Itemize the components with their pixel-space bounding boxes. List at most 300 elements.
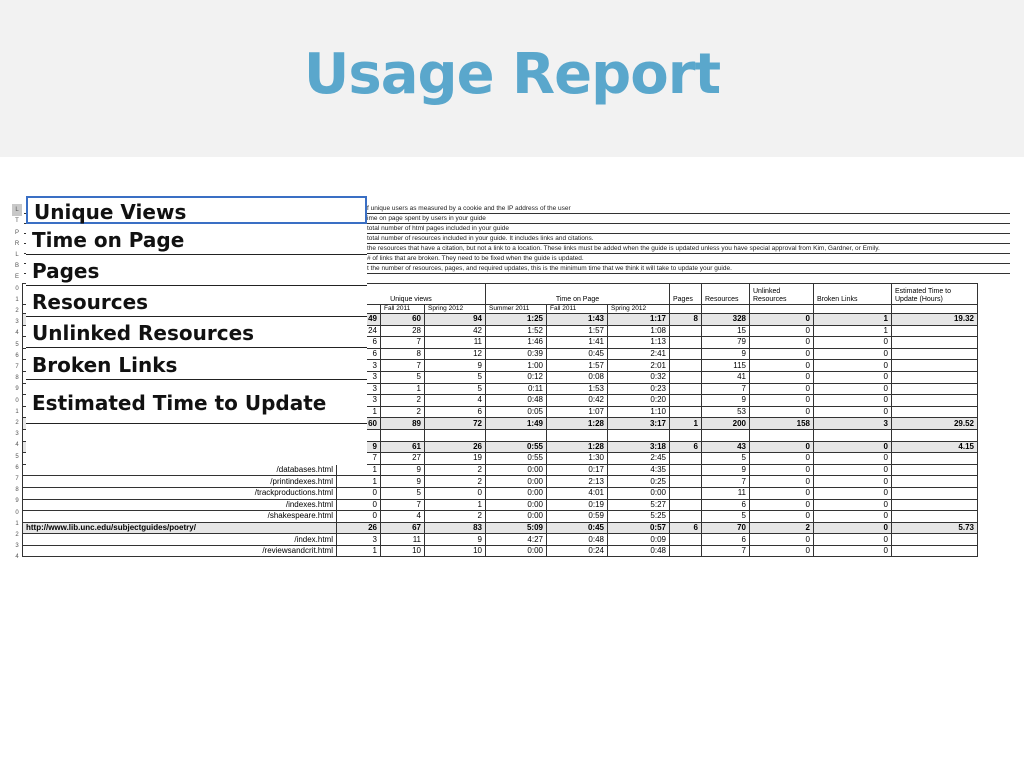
- table-cell[interactable]: 1: [337, 406, 381, 418]
- table-cell[interactable]: 0:19: [547, 499, 608, 511]
- table-cell[interactable]: [892, 464, 978, 476]
- table-cell[interactable]: 2:13: [547, 476, 608, 488]
- table-cell[interactable]: [381, 429, 425, 441]
- table-row: [23, 464, 978, 476]
- table-cell[interactable]: 1:46: [486, 337, 547, 349]
- table-cell[interactable]: 0: [425, 487, 486, 499]
- table-cell[interactable]: 0: [814, 487, 892, 499]
- table-cell[interactable]: 0: [814, 360, 892, 372]
- table-cell[interactable]: [670, 429, 702, 441]
- table-cell[interactable]: 1: [425, 499, 486, 511]
- table-cell[interactable]: 94: [425, 314, 486, 326]
- table-cell[interactable]: [670, 499, 702, 511]
- row-number: L: [12, 204, 22, 216]
- table-cell[interactable]: [670, 305, 702, 314]
- table-row: [23, 534, 978, 546]
- table-cell[interactable]: 0: [750, 371, 814, 383]
- table-cell[interactable]: 1:43: [547, 314, 608, 326]
- table-cell[interactable]: 8: [670, 314, 702, 326]
- table-cell[interactable]: 1:28: [547, 441, 608, 453]
- table-cell[interactable]: [892, 383, 978, 395]
- table-cell[interactable]: [670, 511, 702, 523]
- definition-text: t the number of resources, pages, and required updates, this is the minimum time that we think it will take to update your guide.: [367, 265, 732, 272]
- table-cell[interactable]: 0: [814, 476, 892, 488]
- table-cell[interactable]: Summer 2011: [486, 305, 547, 314]
- table-cell[interactable]: 4:01: [547, 487, 608, 499]
- table-cell[interactable]: 0:59: [547, 511, 608, 523]
- metric-label: Time on Page: [26, 226, 367, 255]
- table-cell[interactable]: 10: [425, 545, 486, 557]
- table-cell[interactable]: 0:00: [486, 487, 547, 499]
- table-cell[interactable]: [750, 305, 814, 314]
- table-cell[interactable]: [425, 429, 486, 441]
- row-number: R: [14, 240, 20, 247]
- table-cell[interactable]: 1:08: [608, 325, 670, 337]
- table-cell[interactable]: 0: [750, 406, 814, 418]
- table-cell[interactable]: [892, 305, 978, 314]
- table-cell[interactable]: 7: [702, 383, 750, 395]
- row-number: 1: [15, 520, 19, 527]
- table-cell[interactable]: 0:42: [547, 395, 608, 407]
- metric-label: Resources: [26, 288, 367, 317]
- row-number: 2: [15, 308, 19, 314]
- row-number: 5: [15, 453, 19, 460]
- table-cell[interactable]: 70: [702, 522, 750, 534]
- table-cell[interactable]: 6: [670, 441, 702, 453]
- table-cell[interactable]: 29.52: [892, 418, 978, 430]
- row-number: 2: [15, 420, 19, 426]
- table-cell[interactable]: 0:55: [486, 441, 547, 453]
- table-cell[interactable]: 53: [702, 406, 750, 418]
- table-cell[interactable]: [814, 429, 892, 441]
- table-cell[interactable]: [892, 348, 978, 360]
- table-cell[interactable]: 0:17: [547, 464, 608, 476]
- table-cell[interactable]: 1: [381, 383, 425, 395]
- table-cell[interactable]: 28: [381, 325, 425, 337]
- table-cell[interactable]: 0: [814, 371, 892, 383]
- table-cell[interactable]: 7: [381, 499, 425, 511]
- table-cell[interactable]: 3:17: [608, 418, 670, 430]
- definition-text: the resources that have a citation, but not a link to a location. These links must be added when the guide is updated unless you have special approval from Kim, Gardner, or Emily.: [367, 245, 880, 252]
- row-number: 5: [15, 341, 19, 348]
- table-cell[interactable]: 61: [381, 441, 425, 453]
- table-cell[interactable]: 9: [381, 464, 425, 476]
- table-cell[interactable]: 1: [814, 325, 892, 337]
- table-cell[interactable]: 3: [337, 534, 381, 546]
- table-cell[interactable]: 6: [425, 406, 486, 418]
- table-cell[interactable]: 2:45: [608, 453, 670, 465]
- table-cell[interactable]: 158: [750, 418, 814, 430]
- table-cell[interactable]: 1:25: [486, 314, 547, 326]
- table-cell[interactable]: Estimated Time to Update (Hours): [892, 284, 978, 305]
- table-cell[interactable]: 0:24: [547, 545, 608, 557]
- table-cell[interactable]: 9: [702, 464, 750, 476]
- table-cell[interactable]: 72: [425, 418, 486, 430]
- table-cell[interactable]: 2: [381, 395, 425, 407]
- table-cell[interactable]: 6: [337, 337, 381, 349]
- table-cell[interactable]: [670, 487, 702, 499]
- table-cell[interactable]: 0: [750, 360, 814, 372]
- table-cell[interactable]: 1: [670, 418, 702, 430]
- table-cell[interactable]: [892, 476, 978, 488]
- table-cell[interactable]: [892, 395, 978, 407]
- table-cell[interactable]: 0:08: [547, 371, 608, 383]
- table-cell[interactable]: 0:20: [608, 395, 670, 407]
- table-cell[interactable]: [892, 499, 978, 511]
- table-cell[interactable]: 10: [381, 545, 425, 557]
- table-cell[interactable]: 9: [425, 360, 486, 372]
- table-cell[interactable]: 1:07: [547, 406, 608, 418]
- table-cell[interactable]: 0: [750, 476, 814, 488]
- table-cell[interactable]: 0: [337, 487, 381, 499]
- table-cell[interactable]: [670, 476, 702, 488]
- table-cell[interactable]: [670, 383, 702, 395]
- table-cell[interactable]: 60: [381, 314, 425, 326]
- table-cell[interactable]: 0: [750, 545, 814, 557]
- table-cell[interactable]: 1:10: [608, 406, 670, 418]
- table-cell[interactable]: 6: [670, 522, 702, 534]
- definition-text: total number of html pages included in your guide: [367, 225, 510, 232]
- row-number: 0: [15, 509, 19, 516]
- metric-label: Pages: [26, 257, 367, 286]
- table-cell[interactable]: 19: [425, 453, 486, 465]
- metric-label: Broken Links: [26, 350, 367, 380]
- row-number: 6: [15, 464, 19, 471]
- table-cell[interactable]: 27: [381, 453, 425, 465]
- table-cell[interactable]: 0: [814, 406, 892, 418]
- table-cell[interactable]: 4: [381, 511, 425, 523]
- table-cell[interactable]: [608, 429, 670, 441]
- table-cell[interactable]: 24: [337, 325, 381, 337]
- table-cell[interactable]: 0: [750, 325, 814, 337]
- table-cell[interactable]: 2: [750, 522, 814, 534]
- row-number: 7: [15, 364, 19, 370]
- table-cell[interactable]: 0:11: [486, 383, 547, 395]
- definition-text: total number of resources included in your guide. It includes links and citations.: [367, 235, 594, 242]
- table-cell[interactable]: 0: [814, 545, 892, 557]
- table-cell[interactable]: [702, 429, 750, 441]
- table-cell[interactable]: /printindexes.html: [23, 476, 337, 488]
- table-cell[interactable]: 0:12: [486, 371, 547, 383]
- table-cell[interactable]: 5: [702, 453, 750, 465]
- table-cell[interactable]: 0:32: [608, 371, 670, 383]
- table-cell[interactable]: 79: [702, 337, 750, 349]
- table-cell[interactable]: Spring 2012: [608, 305, 670, 314]
- table-cell[interactable]: /index.html: [23, 534, 337, 546]
- table-cell[interactable]: [670, 371, 702, 383]
- table-cell[interactable]: 49: [337, 314, 381, 326]
- table-cell[interactable]: Fall 2011: [547, 305, 608, 314]
- table-cell[interactable]: 0:48: [486, 395, 547, 407]
- table-cell[interactable]: 1: [814, 314, 892, 326]
- table-cell[interactable]: Unique views: [337, 284, 486, 305]
- table-cell[interactable]: 1:49: [486, 418, 547, 430]
- table-cell[interactable]: [892, 429, 978, 441]
- row-number: 6: [15, 352, 19, 359]
- table-cell[interactable]: 0:55: [486, 453, 547, 465]
- table-cell[interactable]: 0:00: [486, 499, 547, 511]
- table-cell[interactable]: 0:00: [486, 511, 547, 523]
- table-cell[interactable]: 7: [381, 360, 425, 372]
- table-cell[interactable]: 7: [381, 337, 425, 349]
- table-cell[interactable]: [892, 487, 978, 499]
- table-cell[interactable]: Resources: [702, 284, 750, 305]
- table-cell[interactable]: 67: [381, 522, 425, 534]
- metric-label: Unlinked Resources: [26, 319, 367, 348]
- table-cell[interactable]: [670, 395, 702, 407]
- table-cell[interactable]: 9: [381, 476, 425, 488]
- table-cell[interactable]: 9: [425, 534, 486, 546]
- table-cell[interactable]: 11: [425, 337, 486, 349]
- table-cell[interactable]: 41: [702, 371, 750, 383]
- table-cell[interactable]: [670, 545, 702, 557]
- row-number: 0: [15, 397, 19, 404]
- table-cell[interactable]: 0: [750, 314, 814, 326]
- table-cell[interactable]: 200: [702, 418, 750, 430]
- table-cell[interactable]: 26: [425, 441, 486, 453]
- table-cell[interactable]: 0: [814, 511, 892, 523]
- table-cell[interactable]: [670, 337, 702, 349]
- table-cell[interactable]: 5: [425, 371, 486, 383]
- table-cell[interactable]: 5:09: [486, 522, 547, 534]
- table-cell[interactable]: [670, 464, 702, 476]
- table-cell[interactable]: 0: [750, 534, 814, 546]
- table-cell[interactable]: 1:41: [547, 337, 608, 349]
- table-cell[interactable]: 0: [750, 499, 814, 511]
- table-cell[interactable]: 5: [381, 371, 425, 383]
- table-row: [23, 522, 978, 534]
- table-cell[interactable]: 0: [814, 441, 892, 453]
- table-cell[interactable]: [670, 534, 702, 546]
- table-cell[interactable]: http://www.lib.unc.edu/subjectguides/poetry/: [23, 522, 337, 534]
- table-cell[interactable]: 3: [814, 418, 892, 430]
- table-cell[interactable]: 4.15: [892, 441, 978, 453]
- table-cell[interactable]: Pages: [670, 284, 702, 305]
- metric-label: Estimated Time to Update: [26, 382, 367, 424]
- metric-label-overlay: [26, 193, 367, 465]
- table-cell[interactable]: [670, 453, 702, 465]
- table-cell[interactable]: 0: [814, 348, 892, 360]
- table-cell[interactable]: [670, 360, 702, 372]
- table-cell[interactable]: 0: [750, 453, 814, 465]
- row-number: P: [14, 229, 19, 236]
- table-cell[interactable]: 9: [337, 441, 381, 453]
- table-cell[interactable]: [892, 360, 978, 372]
- table-cell[interactable]: 11: [381, 534, 425, 546]
- row-number: 3: [15, 543, 19, 550]
- table-cell[interactable]: 0: [814, 534, 892, 546]
- table-cell[interactable]: 5: [381, 487, 425, 499]
- row-number: 7: [15, 476, 19, 482]
- table-cell[interactable]: 3: [337, 395, 381, 407]
- table-cell[interactable]: Fall 2011: [381, 305, 425, 314]
- table-cell[interactable]: 1:57: [547, 325, 608, 337]
- table-cell[interactable]: 0:25: [608, 476, 670, 488]
- table-cell[interactable]: 5.73: [892, 522, 978, 534]
- table-cell[interactable]: 1:53: [547, 383, 608, 395]
- table-cell[interactable]: 11: [702, 487, 750, 499]
- table-cell[interactable]: 0: [750, 348, 814, 360]
- table-cell[interactable]: 1:28: [547, 418, 608, 430]
- table-cell[interactable]: 7: [702, 476, 750, 488]
- table-cell[interactable]: 7: [337, 453, 381, 465]
- table-cell[interactable]: [892, 453, 978, 465]
- table-cell[interactable]: 0:45: [547, 522, 608, 534]
- table-cell[interactable]: 1: [337, 464, 381, 476]
- table-cell[interactable]: 6: [702, 534, 750, 546]
- table-row: [23, 545, 978, 557]
- table-cell[interactable]: [670, 325, 702, 337]
- table-cell[interactable]: 26: [337, 522, 381, 534]
- table-cell[interactable]: 0: [750, 511, 814, 523]
- table-cell[interactable]: 4:35: [608, 464, 670, 476]
- row-number: T: [15, 218, 19, 225]
- table-cell[interactable]: 9: [702, 348, 750, 360]
- table-cell[interactable]: Unlinked Resources: [750, 284, 814, 305]
- table-cell[interactable]: 1:17: [608, 314, 670, 326]
- table-cell[interactable]: Time on Page: [486, 284, 670, 305]
- table-cell[interactable]: 1: [337, 545, 381, 557]
- definition-text: f unique users as measured by a cookie and the IP address of the user: [367, 205, 571, 212]
- table-cell[interactable]: 6: [702, 499, 750, 511]
- table-cell[interactable]: 0: [750, 395, 814, 407]
- table-cell[interactable]: 0: [750, 337, 814, 349]
- table-cell[interactable]: [670, 348, 702, 360]
- table-cell[interactable]: 3: [337, 371, 381, 383]
- table-cell[interactable]: 0:48: [608, 545, 670, 557]
- table-cell[interactable]: 60: [337, 418, 381, 430]
- table-cell[interactable]: 2:41: [608, 348, 670, 360]
- table-cell[interactable]: 0:00: [486, 476, 547, 488]
- table-cell[interactable]: [670, 406, 702, 418]
- table-cell[interactable]: 2: [381, 406, 425, 418]
- table-cell[interactable]: 0:00: [486, 545, 547, 557]
- table-cell[interactable]: 19.32: [892, 314, 978, 326]
- table-row: [23, 511, 978, 523]
- row-number: 1: [15, 408, 19, 415]
- table-cell[interactable]: 0: [750, 487, 814, 499]
- table-cell[interactable]: [892, 371, 978, 383]
- table-cell[interactable]: 2: [425, 476, 486, 488]
- table-cell[interactable]: 0: [814, 395, 892, 407]
- table-cell[interactable]: 0: [814, 453, 892, 465]
- table-cell[interactable]: /trackproductions.html: [23, 487, 337, 499]
- table-cell[interactable]: [814, 305, 892, 314]
- table-cell[interactable]: 6: [337, 348, 381, 360]
- row-number-column: [12, 187, 22, 579]
- table-cell[interactable]: 0:00: [608, 487, 670, 499]
- table-cell[interactable]: 0:23: [608, 383, 670, 395]
- table-cell[interactable]: 3:18: [608, 441, 670, 453]
- table-cell[interactable]: 2:01: [608, 360, 670, 372]
- table-cell[interactable]: 42: [425, 325, 486, 337]
- table-cell[interactable]: /shakespeare.html: [23, 511, 337, 523]
- table-cell[interactable]: /reviewsandcrit.html: [23, 545, 337, 557]
- row-number: 8: [15, 375, 19, 382]
- table-cell[interactable]: 3: [337, 383, 381, 395]
- table-cell[interactable]: 3: [337, 360, 381, 372]
- table-cell[interactable]: [892, 545, 978, 557]
- table-cell[interactable]: 1: [337, 476, 381, 488]
- table-cell[interactable]: 0:00: [486, 464, 547, 476]
- table-cell[interactable]: 0: [750, 383, 814, 395]
- table-cell[interactable]: [702, 305, 750, 314]
- table-cell[interactable]: 1:13: [608, 337, 670, 349]
- table-cell[interactable]: 2: [425, 464, 486, 476]
- table-cell[interactable]: 0: [337, 511, 381, 523]
- table-cell[interactable]: [892, 511, 978, 523]
- table-cell[interactable]: 0: [814, 499, 892, 511]
- row-number: 1: [15, 296, 19, 303]
- table-cell[interactable]: 89: [381, 418, 425, 430]
- table-cell[interactable]: 0: [814, 522, 892, 534]
- table-cell[interactable]: 83: [425, 522, 486, 534]
- table-cell[interactable]: 5: [425, 383, 486, 395]
- table-cell[interactable]: 8: [381, 348, 425, 360]
- table-cell[interactable]: 0: [814, 464, 892, 476]
- table-row: [23, 476, 978, 488]
- table-cell[interactable]: 4: [425, 395, 486, 407]
- table-cell[interactable]: 0: [814, 337, 892, 349]
- table-cell[interactable]: 0:39: [486, 348, 547, 360]
- table-cell[interactable]: 0: [750, 441, 814, 453]
- table-cell[interactable]: [547, 429, 608, 441]
- row-number: 4: [15, 330, 19, 337]
- table-cell[interactable]: [750, 429, 814, 441]
- table-cell[interactable]: /indexes.html: [23, 499, 337, 511]
- row-number: 9: [15, 386, 19, 393]
- table-cell[interactable]: [486, 429, 547, 441]
- table-cell[interactable]: [892, 406, 978, 418]
- table-cell[interactable]: 0: [814, 383, 892, 395]
- table-cell[interactable]: 4:27: [486, 534, 547, 546]
- table-cell[interactable]: 9: [702, 395, 750, 407]
- table-cell[interactable]: 5:25: [608, 511, 670, 523]
- table-cell[interactable]: 1:57: [547, 360, 608, 372]
- table-cell[interactable]: 1:52: [486, 325, 547, 337]
- table-cell[interactable]: 0:45: [547, 348, 608, 360]
- table-cell[interactable]: 0:48: [547, 534, 608, 546]
- table-cell[interactable]: /databases.html: [23, 464, 337, 476]
- table-cell[interactable]: 1:00: [486, 360, 547, 372]
- row-number: 4: [15, 442, 19, 449]
- table-cell[interactable]: 5:27: [608, 499, 670, 511]
- table-cell[interactable]: 2: [425, 511, 486, 523]
- table-cell[interactable]: 0: [750, 464, 814, 476]
- table-cell[interactable]: 15: [702, 325, 750, 337]
- table-cell[interactable]: 0: [337, 499, 381, 511]
- table-cell[interactable]: [892, 534, 978, 546]
- table-cell[interactable]: Broken Links: [814, 284, 892, 305]
- table-cell[interactable]: [892, 337, 978, 349]
- table-cell[interactable]: 328: [702, 314, 750, 326]
- slide-title: Usage Report: [303, 42, 721, 107]
- table-cell[interactable]: Spring 2012: [425, 305, 486, 314]
- table-cell[interactable]: [892, 325, 978, 337]
- table-cell[interactable]: 43: [702, 441, 750, 453]
- table-cell[interactable]: 0:09: [608, 534, 670, 546]
- table-cell[interactable]: 1:30: [547, 453, 608, 465]
- table-cell[interactable]: 5: [702, 511, 750, 523]
- table-cell[interactable]: 0:05: [486, 406, 547, 418]
- table-cell[interactable]: 7: [702, 545, 750, 557]
- table-cell[interactable]: 0:57: [608, 522, 670, 534]
- table-cell[interactable]: 12: [425, 348, 486, 360]
- row-number: 8: [15, 487, 19, 494]
- table-cell[interactable]: 115: [702, 360, 750, 372]
- row-number: 0: [15, 285, 19, 292]
- table-row: [23, 499, 978, 511]
